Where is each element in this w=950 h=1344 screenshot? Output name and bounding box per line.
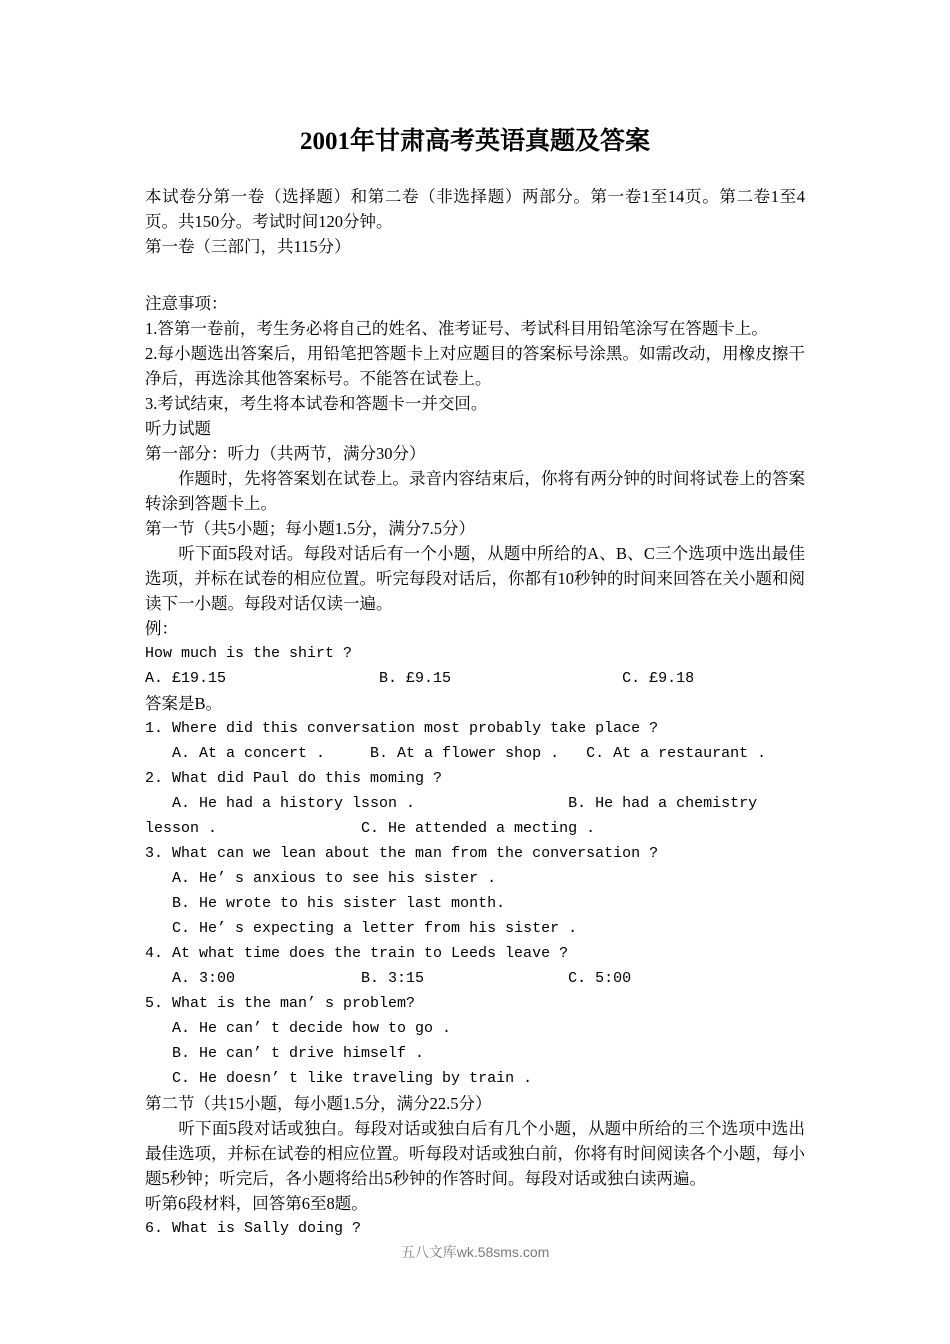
page-footer: 五八文库wk.58sms.com <box>400 1244 550 1260</box>
text-line: 5. What is the man’ s problem? <box>145 995 416 1012</box>
document-body <box>145 184 805 1241</box>
text-line: 2.每小题选出答案后，用铅笔把答题卡上对应题目的答案标号涂黑。如需改动，用橡皮擦干净后，再选涂其他答案标号。不能答在试卷上。 <box>145 344 805 388</box>
text-line: A. He had a history lsson . B. He had a chemistry <box>145 795 758 812</box>
text-line: 第一部分：听力（共两节，满分30分） <box>145 444 426 463</box>
text-line: A. At a concert . B. At a flower shop . C. At a restaurant . <box>145 745 767 762</box>
text-line: lesson . C. He attended a mecting . <box>145 820 596 837</box>
text-line: A. 3:00 B. 3:15 C. 5:00 <box>145 970 632 987</box>
text-line: B. He wrote to his sister last month. <box>145 895 506 912</box>
text-line: 例： <box>145 619 178 638</box>
text-line: A. He can’ t decide how to go . <box>145 1020 452 1037</box>
text-line: 听力试题 <box>145 419 211 438</box>
text-line: 听下面5段对话。每段对话后有一个小题，从题中所给的A、B、C三个选项中选出最佳选项，并标在试卷的相应位置。听完每段对话后，你都有10秒钟的时间来回答在关小题和阅读下一小题。每段对话仅读一遍。 <box>145 544 805 613</box>
text-line <box>145 259 805 291</box>
text-line: 第一卷（三部门，共115分） <box>145 237 351 256</box>
text-line: 2. What did Paul do this moming ? <box>145 770 443 787</box>
text-line: 第一节（共5小题；每小题1.5分，满分7.5分） <box>145 519 475 538</box>
text-line: 4. At what time does the train to Leeds leave ? <box>145 945 569 962</box>
text-line: 作题时，先将答案划在试卷上。录音内容结束后，你将有两分钟的时间将试卷上的答案转涂到答题卡上。 <box>145 469 805 513</box>
text-line: 第二节（共15小题，每小题1.5分，满分22.5分） <box>145 1094 492 1113</box>
text-line: B. He can’ t drive himself . <box>145 1045 425 1062</box>
text-line: 听下面5段对话或独白。每段对话或独白后有几个小题，从题中所给的三个选项中选出最佳选项，并标在试卷的相应位置。听每段对话或独白前，你将有时间阅读各个小题，每小题5秒钟；听完后，各小题将给出5秒钟的作答时间。每段对话或独白读两遍。 <box>145 1119 805 1188</box>
text-line: How much is the shirt ? <box>145 645 353 662</box>
text-line: C. He doesn’ t like traveling by train . <box>145 1070 533 1087</box>
text-line: 答案是B。 <box>145 694 223 713</box>
text-line: A. £19.15 B. £9.15 C. £9.18 <box>145 670 695 687</box>
text-line: 1.答第一卷前，考生务必将自己的姓名、准考证号、考试科目用铅笔涂写在答题卡上。 <box>145 319 768 338</box>
text-line: A. He’ s anxious to see his sister . <box>145 870 497 887</box>
text-line: 本试卷分第一卷（选择题）和第二卷（非选择题）两部分。第一卷1至14页。第二卷1至4页。共150分。考试时间120分钟。 <box>145 187 805 231</box>
text-line: 3.考试结束，考生将本试卷和答题卡一并交回。 <box>145 394 488 413</box>
text-line: 1. Where did this conversation most probably take place ? <box>145 720 659 737</box>
text-line: 听第6段材料，回答第6至8题。 <box>145 1194 368 1213</box>
page-title: 2001年甘肃高考英语真题及答案 <box>299 128 650 155</box>
text-line: 3. What can we lean about the man from the conversation ? <box>145 845 659 862</box>
text-line: C. He’ s expecting a letter from his sister . <box>145 920 578 937</box>
text-line: 6. What is Sally doing ? <box>145 1220 362 1237</box>
text-line: 注意事项： <box>145 294 228 313</box>
